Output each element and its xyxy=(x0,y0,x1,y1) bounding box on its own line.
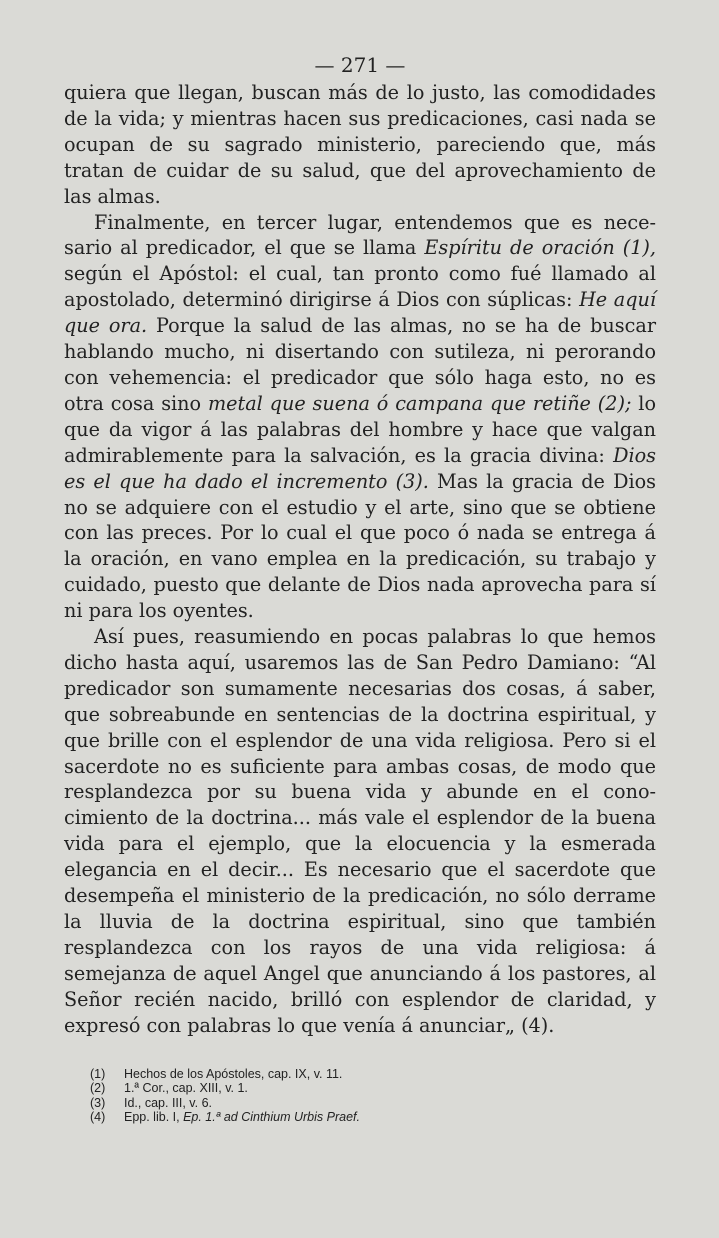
text-run: lo que da vigor á las palabras del hombre y hace que valgan admirablemente para la salvación, es la gracia divina: xyxy=(64,391,656,467)
footnote-text xyxy=(124,1096,212,1111)
footnote-text-run: Id., cap. III, v. 6. xyxy=(124,1095,213,1110)
footnote-text-run: 1.ª Cor., cap. XIII, v. 1. xyxy=(124,1081,248,1096)
body-text xyxy=(64,80,656,1039)
paragraph xyxy=(64,624,656,1039)
footnote-text-run: Hechos de los Apóstoles, cap. IX, v. 11. xyxy=(124,1066,343,1081)
footnote-mark: (1) xyxy=(90,1066,106,1081)
footnote-text xyxy=(124,1110,360,1125)
footnote xyxy=(90,1096,656,1111)
footnote-text xyxy=(124,1081,248,1096)
paragraph xyxy=(64,210,656,625)
italic-text: metal que suena ó campana que retiñe (2); xyxy=(207,391,632,415)
page-number: — 271 — xyxy=(314,53,406,77)
footnote-mark: (4) xyxy=(90,1110,106,1125)
text-run: Finalmente, en tercer lugar, entendemos que es necesario al predicador, el que se llama xyxy=(64,210,656,260)
footnote-text xyxy=(124,1067,342,1082)
footnote-italic-text: Ep. 1.ª ad Cinthium Urbis Praef. xyxy=(183,1110,360,1125)
text-run: Porque la salud de las almas, no se ha de buscar hablando mucho, ni disertando con sutileza, ni perorando con vehemencia: el predicador que sólo haga esto, no es otra cosa sino xyxy=(64,314,656,415)
footnote-mark: (3) xyxy=(90,1095,106,1110)
footnote xyxy=(90,1067,656,1082)
footnote-mark: (2) xyxy=(90,1081,106,1096)
text-run: Así pues, reasumiendo en pocas palabras lo que hemos dicho hasta aquí, usaremos las de San Pedro Damiano: “Al predicador son sumamente necesarias dos cosas, á saber, que sobreabunde en sentencias de la doctrina espiritual, y que brille con el esplendor de una vida religiosa. Pero si el sacerdote no es suficiente para ambas cosas, de modo que resplandezca por su buena vida y abunde en el conocimiento de la doctrina... más vale el esplendor de la buena vida para el ejemplo, que la elocuencia y la esmerada elegancia en el decir... Es necesario que el sacerdote que desempeña el ministerio de la predicación, no sólo derrame la lluvia de la doctrina espiritual, sino que también resplandezca con los rayos de una vida religiosa: á semejanza de aquel Angel que anunciando á los pastores, al Señor recién nacido, brilló con esplendor de claridad, y expresó con palabras lo que venía á anunciar„ (4). xyxy=(64,625,656,1037)
footnote xyxy=(90,1081,656,1096)
text-run: según el Apóstol: el cual, tan pronto como fué llamado al apostolado, determinó dirigirse á Dios con súplicas: xyxy=(64,262,656,312)
italic-text: Espíritu de oración (1), xyxy=(424,236,656,260)
text-run: quiera que llegan, buscan más de lo justo, las comodidades de la vida; y mientras hacen sus predicaciones, casi nada se ocupan de su sagrado ministerio, pareciendo que, más tratan de cuidar de su salud, que del aprovechamiento de las almas. xyxy=(64,81,656,208)
footnote-text-run: Epp. lib. I, xyxy=(124,1110,184,1125)
text-run: Mas la gracia de Dios no se adquiere con el estudio y el arte, sino que se obtiene con las preces. Por lo cual el que poco ó nada se entrega á la oración, en vano emplea en la predicación, su trabajo y cuidado, puesto que delante de Dios nada aprovecha para sí ni para los oyentes. xyxy=(64,469,656,623)
italic-text: Dios es el que ha dado el incremento (3). xyxy=(64,443,656,493)
footnote xyxy=(90,1110,656,1125)
footnotes xyxy=(64,1067,656,1125)
paragraph xyxy=(64,80,656,210)
italic-text: He aquí que ora. xyxy=(64,288,656,338)
